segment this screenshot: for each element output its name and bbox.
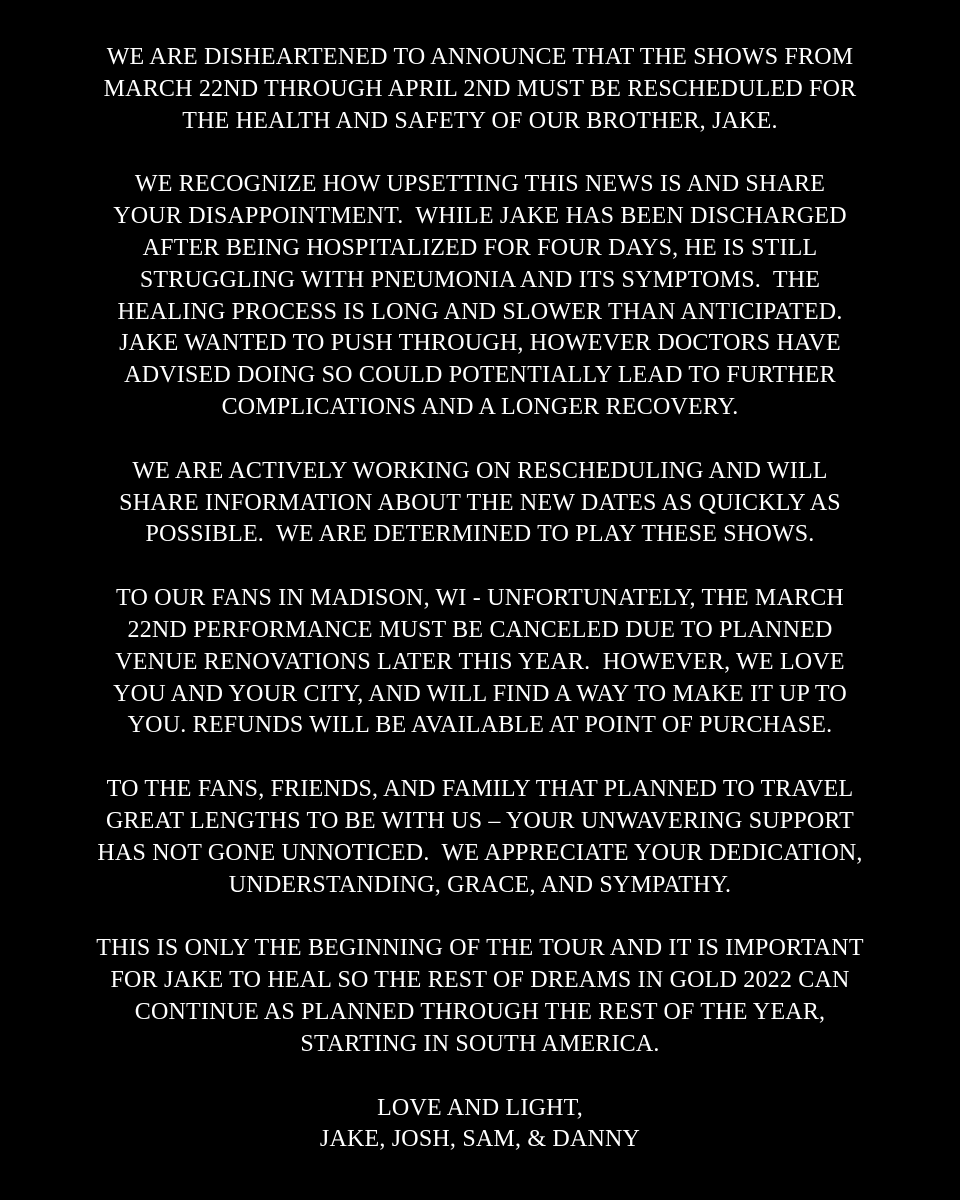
text-line: THE HEALTH AND SAFETY OF OUR BROTHER, JAKE.	[182, 107, 778, 134]
text-line: VENUE RENOVATIONS LATER THIS YEAR. HOWEVER, WE LOVE	[115, 648, 845, 675]
text-line: SHARE INFORMATION ABOUT THE NEW DATES AS QUICKLY AS	[119, 489, 841, 516]
signoff	[0, 1093, 960, 1157]
paragraph-6	[0, 933, 960, 1060]
paragraph-4	[0, 583, 960, 742]
text-line: YOUR DISAPPOINTMENT. WHILE JAKE HAS BEEN DISCHARGED	[113, 203, 847, 230]
text-line: AFTER BEING HOSPITALIZED FOR FOUR DAYS, HE IS STILL	[142, 234, 818, 261]
paragraph-1	[0, 42, 960, 137]
text-line: WE ARE DISHEARTENED TO ANNOUNCE THAT THE SHOWS FROM	[106, 44, 854, 70]
signoff-signers: JAKE, JOSH, SAM, & DANNY	[319, 1126, 641, 1153]
text-line: ADVISED DOING SO COULD POTENTIALLY LEAD TO FURTHER	[124, 362, 836, 389]
text-line: WE RECOGNIZE HOW UPSETTING THIS NEWS IS AND SHARE	[134, 171, 826, 198]
signoff-closing: LOVE AND LIGHT,	[377, 1094, 583, 1121]
text-line: COMPLICATIONS AND A LONGER RECOVERY.	[221, 393, 739, 420]
text-line: GREAT LENGTHS TO BE WITH US – YOUR UNWAVERING SUPPORT	[105, 807, 855, 834]
text-line: YOU. REFUNDS WILL BE AVAILABLE AT POINT OF PURCHASE.	[127, 712, 833, 739]
text-line: STRUGGLING WITH PNEUMONIA AND ITS SYMPTOMS. THE	[139, 266, 821, 293]
text-line: THIS IS ONLY THE BEGINNING OF THE TOUR AND IT IS IMPORTANT	[96, 935, 864, 962]
text-line: POSSIBLE. WE ARE DETERMINED TO PLAY THESE SHOWS.	[145, 521, 815, 548]
text-line: WE ARE ACTIVELY WORKING ON RESCHEDULING AND WILL	[132, 457, 828, 484]
text-line: UNDERSTANDING, GRACE, AND SYMPATHY.	[228, 871, 732, 898]
paragraph-3	[0, 456, 960, 551]
paragraph-2	[0, 169, 960, 423]
text-line: HAS NOT GONE UNNOTICED. WE APPRECIATE YOUR DEDICATION,	[97, 839, 863, 866]
text-line: JAKE WANTED TO PUSH THROUGH, HOWEVER DOCTORS HAVE	[119, 330, 841, 357]
paragraph-5	[0, 774, 960, 901]
text-line: TO OUR FANS IN MADISON, WI - UNFORTUNATELY, THE MARCH	[116, 585, 844, 612]
text-line: STARTING IN SOUTH AMERICA.	[300, 1030, 660, 1057]
text-line: MARCH 22ND THROUGH APRIL 2ND MUST BE RESCHEDULED FOR	[103, 75, 857, 102]
text-line: FOR JAKE TO HEAL SO THE REST OF DREAMS IN GOLD 2022 CAN	[110, 967, 850, 994]
text-line: TO THE FANS, FRIENDS, AND FAMILY THAT PLANNED TO TRAVEL	[106, 776, 854, 803]
text-line: 22ND PERFORMANCE MUST BE CANCELED DUE TO PLANNED	[127, 616, 833, 643]
text-line: YOU AND YOUR CITY, AND WILL FIND A WAY TO MAKE IT UP TO	[113, 680, 847, 707]
text-line: HEALING PROCESS IS LONG AND SLOWER THAN ANTICIPATED.	[117, 298, 843, 325]
text-line: CONTINUE AS PLANNED THROUGH THE REST OF THE YEAR,	[134, 998, 826, 1025]
